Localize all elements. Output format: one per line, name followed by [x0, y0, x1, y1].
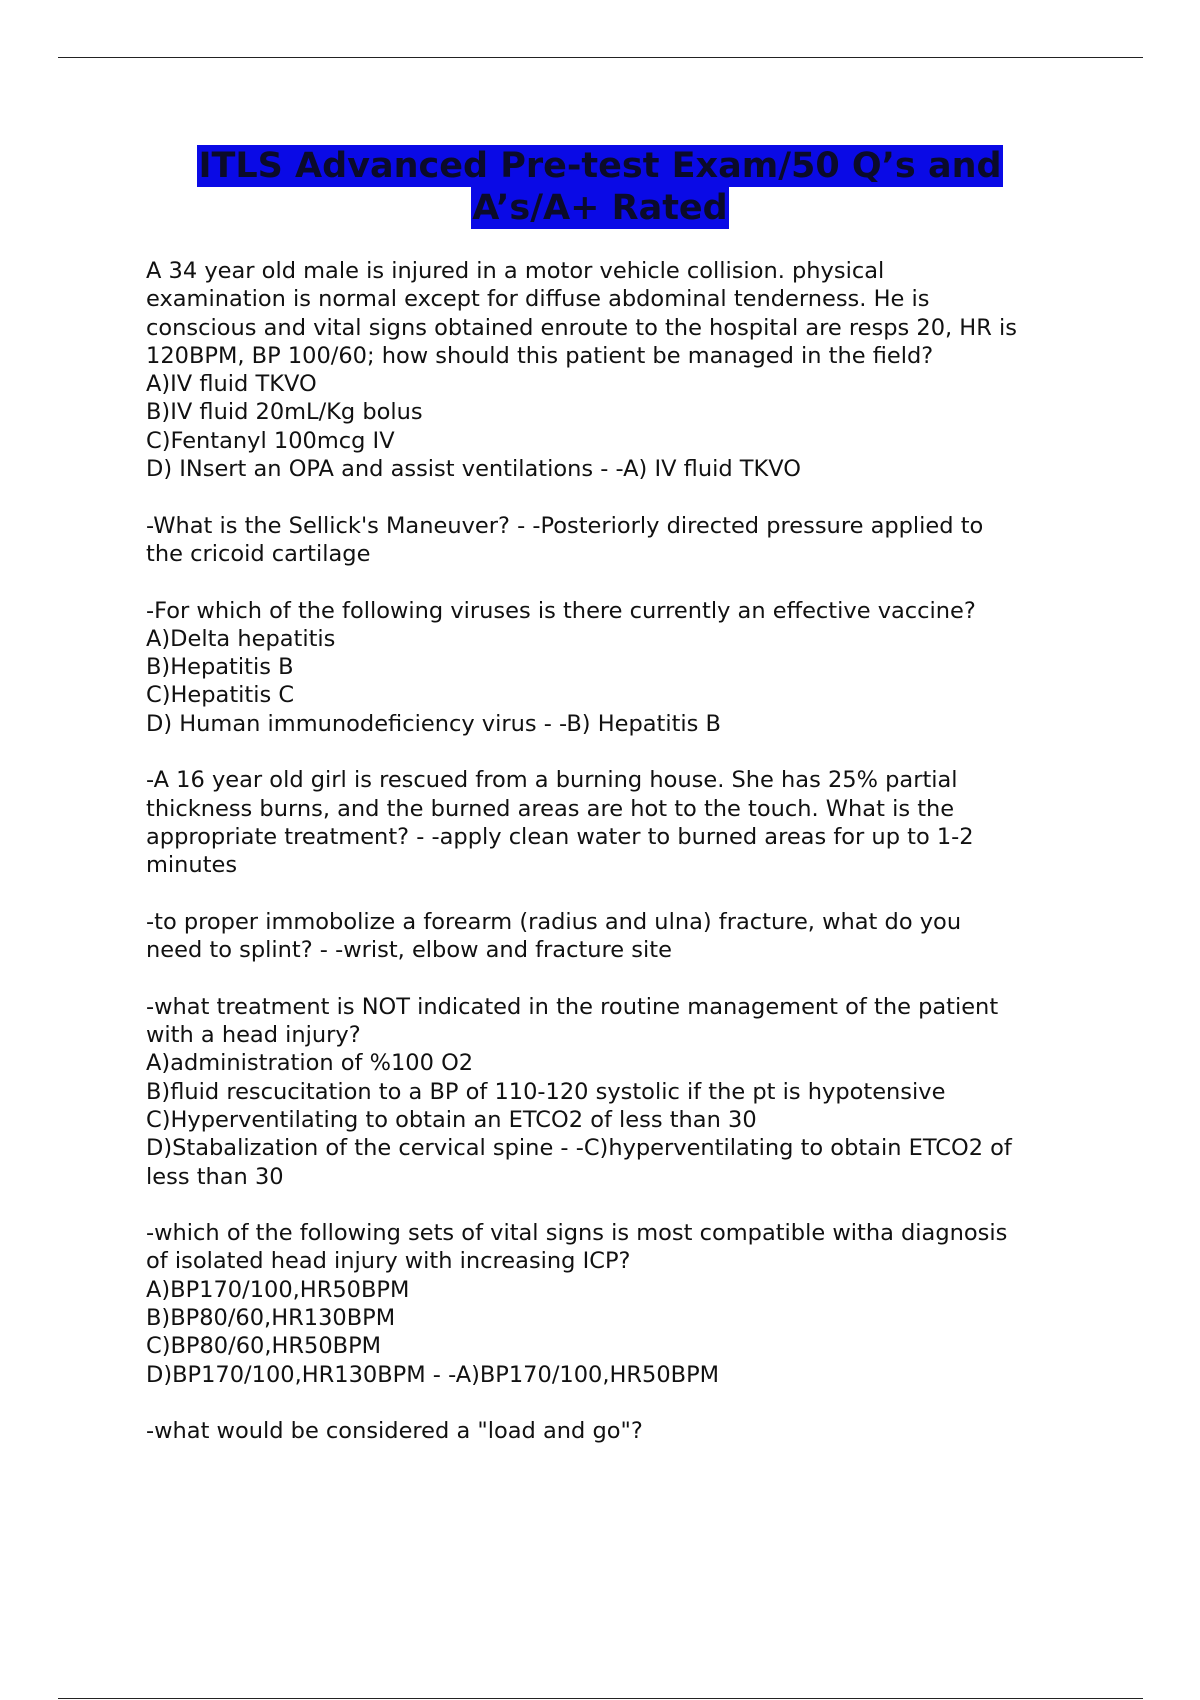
text-line: A)administration of %100 O2 — [146, 1050, 474, 1077]
text-line: less than 30 — [146, 1163, 284, 1190]
qa-block — [146, 1417, 1096, 1445]
document-title — [0, 145, 1200, 229]
text-line: need to splint? - -wrist, elbow and fracture site — [146, 937, 672, 964]
text-line: -what treatment is NOT indicated in the routine management of the patient — [146, 993, 999, 1020]
text-line: B)IV fluid 20mL/Kg bolus — [146, 399, 423, 426]
text-line: -what would be considered a "load and go"? — [146, 1418, 643, 1445]
text-line: A)Delta hepatitis — [146, 625, 336, 652]
text-line: thickness burns, and the burned areas are hot to the touch. What is the — [146, 795, 955, 822]
text-line: minutes — [146, 852, 238, 879]
text-line: B)fluid rescucitation to a BP of 110-120 systolic if the pt is hypotensive — [146, 1078, 946, 1105]
text-line: the cricoid cartilage — [146, 540, 371, 567]
text-line: D) INsert an OPA and assist ventilations - -A) IV fluid TKVO — [146, 456, 801, 483]
text-line: conscious and vital signs obtained enroute to the hospital are resps 20, HR is — [146, 314, 1017, 341]
text-line: D) Human immunodeficiency virus - -B) Hepatitis B — [146, 710, 721, 737]
text-line: B)Hepatitis B — [146, 654, 294, 681]
qa-block — [146, 908, 1096, 965]
text-line: C)Hyperventilating to obtain an ETCO2 of less than 30 — [146, 1106, 757, 1133]
qa-block — [146, 1219, 1096, 1389]
text-line: -For which of the following viruses is there currently an effective vaccine? — [146, 597, 976, 624]
title-line-1: ITLS Advanced Pre-test Exam/50 Q’s and — [198, 146, 1002, 186]
document-body — [146, 257, 1096, 1474]
text-line: D)BP170/100,HR130BPM - -A)BP170/100,HR50BPM — [146, 1361, 720, 1388]
qa-block — [146, 993, 1096, 1191]
qa-block — [146, 597, 1096, 738]
text-line: -to proper immobolize a forearm (radius and ulna) fracture, what do you — [146, 908, 962, 935]
qa-block — [146, 766, 1096, 879]
text-line: examination is normal except for diffuse abdominal tenderness. He is — [146, 286, 930, 313]
text-line: -which of the following sets of vital signs is most compatible witha diagnosis — [146, 1220, 1008, 1247]
text-line: C)Fentanyl 100mcg IV — [146, 427, 395, 454]
qa-block — [146, 257, 1096, 483]
text-line: C)Hepatitis C — [146, 682, 295, 709]
text-line: 120BPM, BP 100/60; how should this patient be managed in the field? — [146, 342, 934, 369]
text-line: appropriate treatment? - -apply clean water to burned areas for up to 1-2 — [146, 823, 974, 850]
text-line: -A 16 year old girl is rescued from a burning house. She has 25% partial — [146, 767, 958, 794]
text-line: A)IV fluid TKVO — [146, 371, 317, 398]
text-line: C)BP80/60,HR50BPM — [146, 1333, 382, 1360]
text-line: B)BP80/60,HR130BPM — [146, 1304, 396, 1331]
text-line: of isolated head injury with increasing ICP? — [146, 1248, 631, 1275]
qa-block — [146, 512, 1096, 569]
text-line: A)BP170/100,HR50BPM — [146, 1276, 410, 1303]
top-rule — [58, 57, 1143, 58]
text-line: -What is the Sellick's Maneuver? - -Posteriorly directed pressure applied to — [146, 512, 984, 539]
text-line: A 34 year old male is injured in a motor vehicle collision. physical — [146, 258, 885, 284]
text-line: with a head injury? — [146, 1022, 361, 1049]
text-line: D)Stabalization of the cervical spine - -C)hyperventilating to obtain ETCO2 of — [146, 1135, 1012, 1162]
title-line-2: A’s/A+ Rated — [472, 188, 728, 228]
bottom-rule — [58, 1698, 1143, 1699]
